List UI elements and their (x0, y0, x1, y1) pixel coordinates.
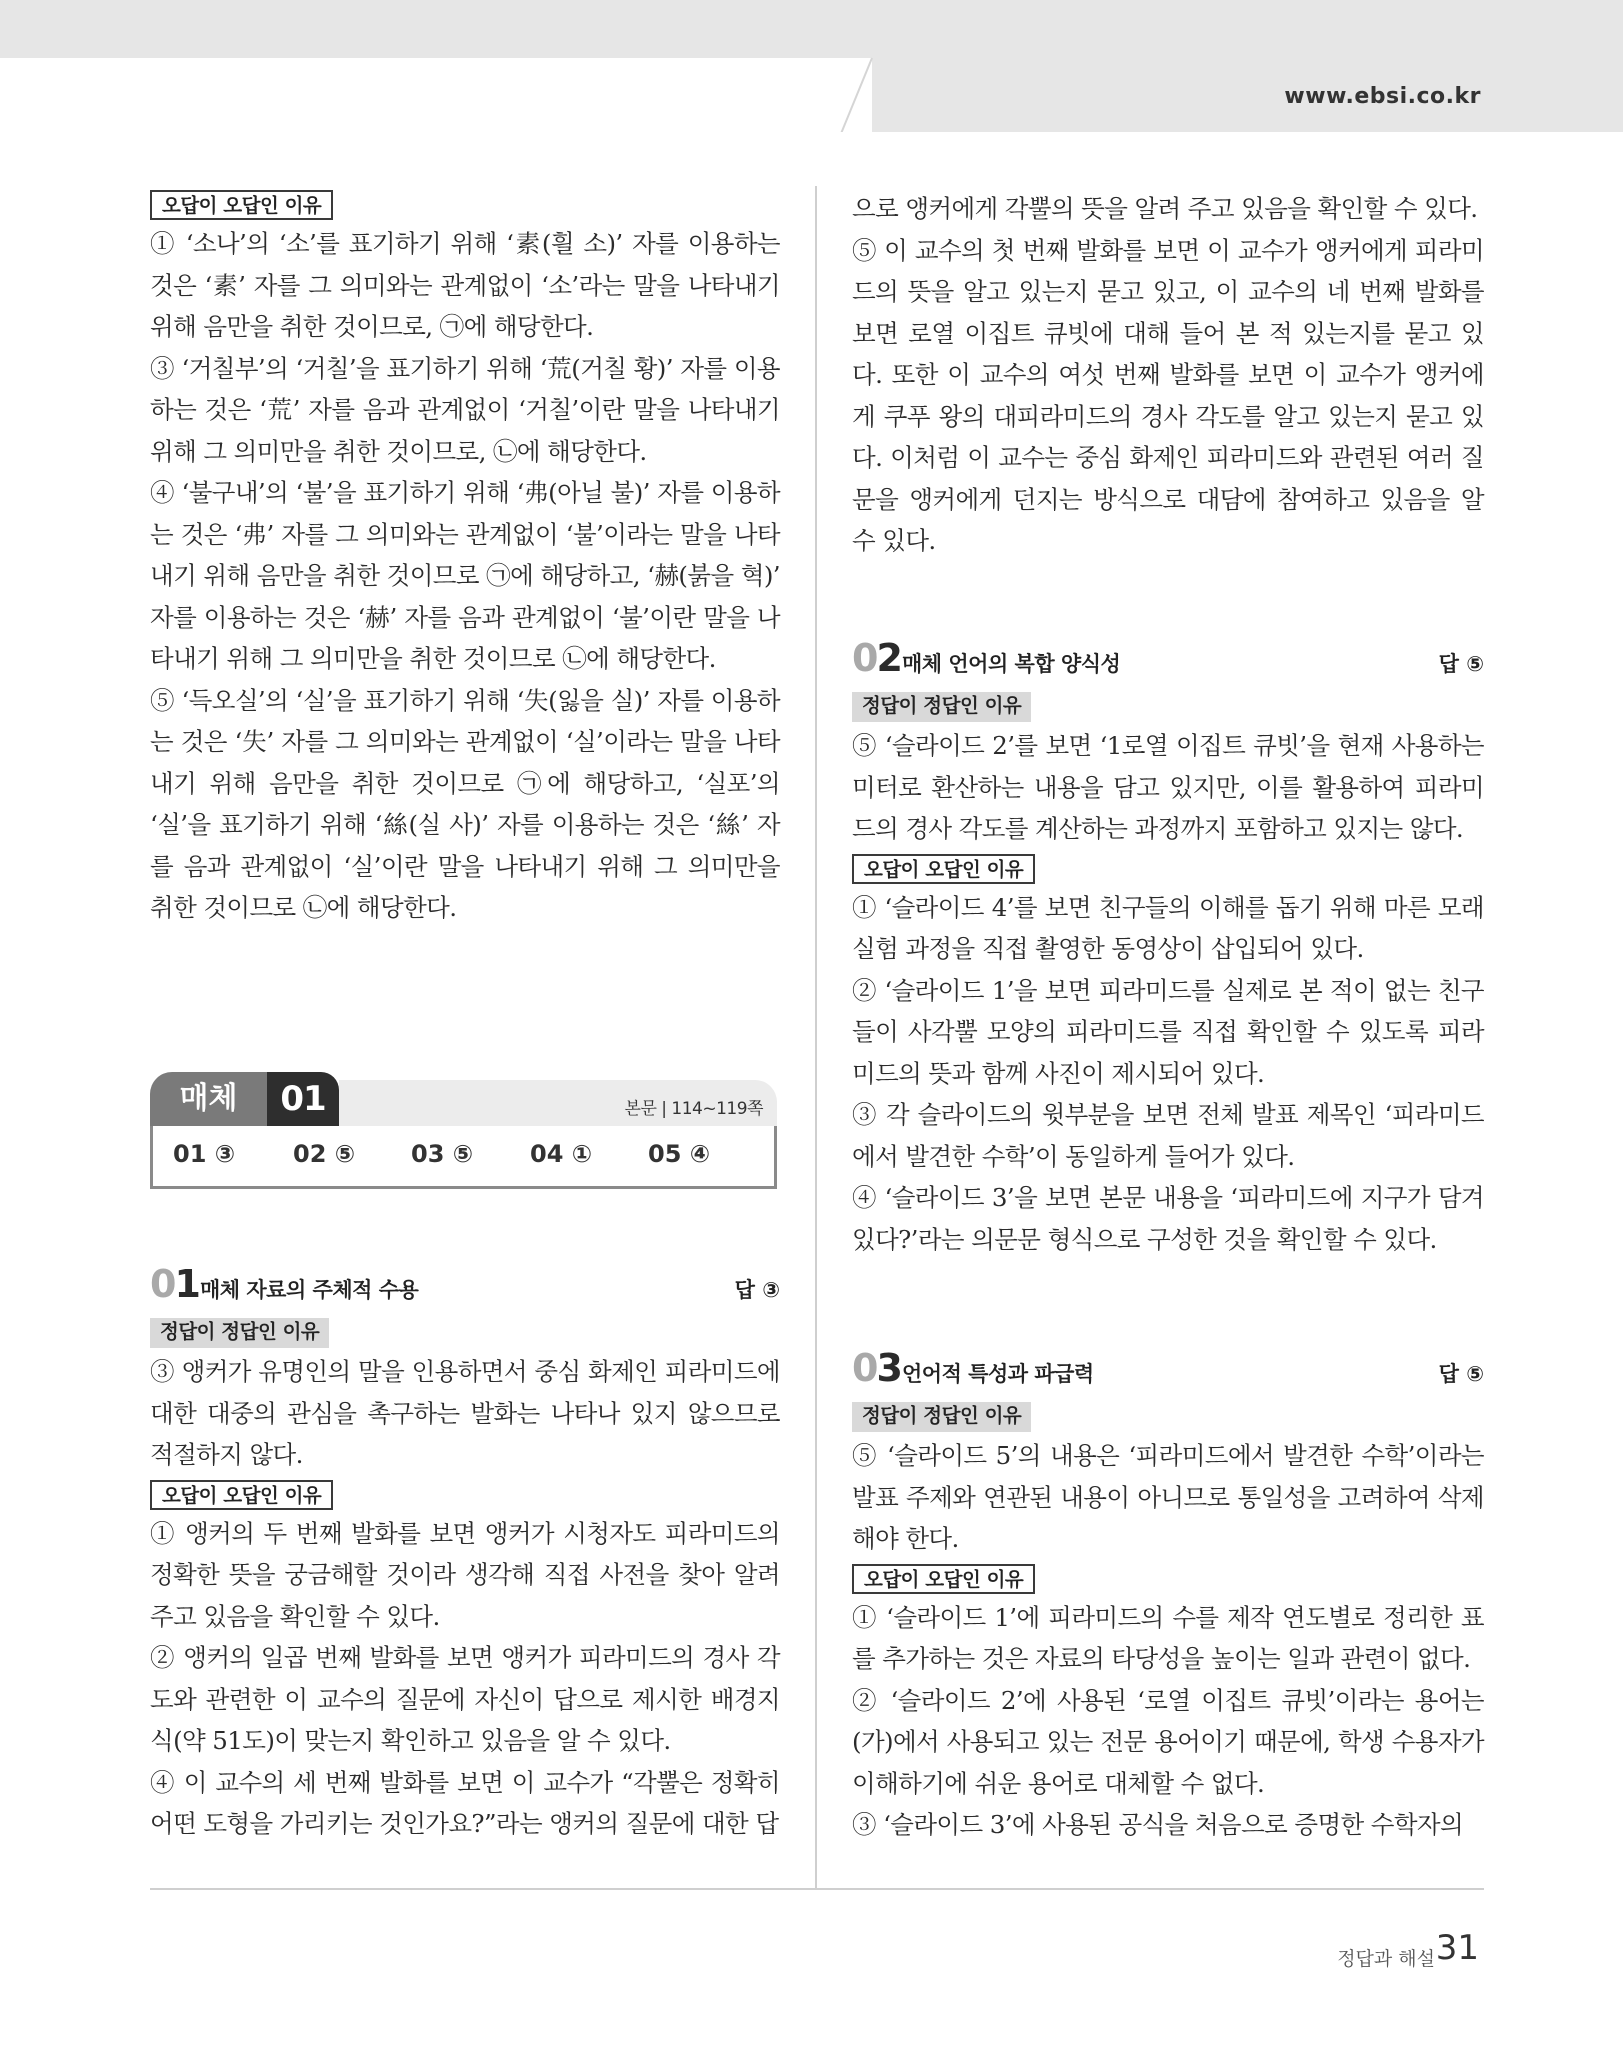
explanation-paragraph: ② ‘슬라이드 1’을 보면 피라미드를 실제로 본 적이 없는 친구들이 사각뿔 모양의 피라미드를 직접 확인할 수 있도록 피라미드의 뜻과 함께 사진이 제시되어 있다. (852, 975, 1484, 1088)
explanation-paragraph: ④ 이 교수의 세 번째 발화를 보면 이 교수가 “각뿔은 정확히 어떤 도형을 가리키는 것인가요?”라는 앵커의 질문에 대한 답 (150, 1767, 780, 1838)
wrong-answer-tag: 오답이 오답인 이유 (150, 190, 333, 220)
explanation-paragraph: ③ 앵커가 유명인의 말을 인용하면서 중심 화제인 피라미드에 대한 대중의 관심을 촉구하는 발화는 나타나 있지 않으므로 적절하지 않다. (150, 1357, 780, 1469)
wrong-answer-tag: 오답이 오답인 이유 (852, 1564, 1035, 1594)
media-label-tab: 매체 (150, 1072, 267, 1126)
right-column (852, 186, 1484, 562)
question-header (852, 632, 1484, 688)
answer-key-item: 03 ⑤ (411, 1140, 474, 1168)
site-url[interactable]: www.ebsi.co.kr (1284, 84, 1481, 109)
correct-answer-tag: 정답이 정답인 이유 (150, 1318, 329, 1348)
answer-key-item: 05 ④ (648, 1140, 711, 1168)
explanation-paragraph: ③ ‘거칠부’의 ‘거칠’을 표기하기 위해 ‘荒(거칠 황)’ 자를 이용하는 것은 ‘荒’ 자를 음과 관계없이 ‘거칠’이란 말을 나타내기 위해 그 의미만을 취한 것이므로, ㉡에 해당한다. (150, 353, 780, 466)
explanation-paragraph: ① ‘소나’의 ‘소’를 표기하기 위해 ‘素(흴 소)’ 자를 이용하는 것은 ‘素’ 자를 그 의미와는 관계없이 ‘소’라는 말을 나타내기 위해 음만을 취한 것이므로, ㉠에 해당한다. (150, 229, 780, 341)
wrong-answer-tag: 오답이 오답인 이유 (150, 1480, 333, 1510)
question-number: 02 (852, 636, 901, 680)
explanation-paragraph: ⑤ ‘슬라이드 2’를 보면 ‘1로열 이집트 큐빗’을 현재 사용하는 미터로 환산하는 내용을 담고 있지만, 이를 활용하여 피라미드의 경사 각도를 계산하는 과정까지 포함하고 있지는 않다. (852, 731, 1484, 843)
explanation-paragraph: ② 앵커의 일곱 번째 발화를 보면 앵커가 피라미드의 경사 각도와 관련한 이 교수의 질문에 자신이 답으로 제시한 배경지식(약 51도)이 맞는지 확인하고 있음을 알 수 있다. (150, 1643, 780, 1755)
explanation-paragraph: ② ‘슬라이드 2’에 사용된 ‘로열 이집트 큐빗’이라는 용어는 (가)에서 사용되고 있는 전문 용어이기 때문에, 학생 수용자가 이해하기에 쉬운 용어로 대체할 수 없다. (852, 1685, 1484, 1798)
answer-key-item: 01 ③ (173, 1140, 236, 1168)
question-answer: 답 ⑤ (1438, 1362, 1484, 1386)
explanation-paragraph: ③ ‘슬라이드 3’에 사용된 공식을 처음으로 증명한 수학자의 (852, 1810, 1464, 1839)
question-title: 언어적 특성과 파급력 (902, 1362, 1094, 1386)
question-number: 03 (852, 1346, 901, 1390)
answer-key-item: 02 ⑤ (293, 1140, 356, 1168)
question-header (852, 1342, 1484, 1398)
explanation-paragraph: ⑤ ‘슬라이드 5’의 내용은 ‘피라미드에서 발견한 수학’이라는 발표 주제와 연관된 내용이 아니므로 통일성을 고려하여 삭제해야 한다. (852, 1441, 1484, 1553)
media-number-tab: 01 (267, 1072, 339, 1126)
explanation-paragraph: ⑤ 이 교수의 첫 번째 발화를 보면 이 교수가 앵커에게 피라미드의 뜻을 알고 있는지 묻고 있고, 이 교수의 네 번째 발화를 보면 로열 이집트 큐빗에 대해 들어 본 적 있는지를 묻고 있다. 또한 이 교수의 여섯 번째 발화를 보면 이 교수가 앵커에게 쿠푸 왕의 대피라미드의 경사 각도를 알고 있는지 묻고 있다. 이처럼 이 교수는 중심 화제인 피라미드와 관련된 여러 질문을 앵커에게 던지는 방식으로 대담에 참여하고 있음을 알 수 있다. (852, 235, 1484, 555)
question-03-section (852, 1342, 1484, 1846)
question-number: 01 (150, 1262, 199, 1306)
answer-key-row (150, 1126, 777, 1189)
explanation-paragraph: ① 앵커의 두 번째 발화를 보면 앵커가 시청자도 피라미드의 정확한 뜻을 궁금해할 것이라 생각해 직접 사전을 찾아 알려 주고 있음을 확인할 수 있다. (150, 1518, 780, 1631)
explanation-paragraph: 으로 앵커에게 각뿔의 뜻을 알려 주고 있음을 확인할 수 있다. (852, 194, 1478, 223)
wrong-answer-tag: 오답이 오답인 이유 (852, 854, 1035, 884)
explanation-paragraph: ④ ‘불구내’의 ‘불’을 표기하기 위해 ‘弗(아닐 불)’ 자를 이용하는 것은 ‘弗’ 자를 그 의미와는 관계없이 ‘불’이라는 말을 나타내기 위해 음만을 취한 것이므로 ㉠에 해당하고, ‘赫(붉을 혁)’ 자를 이용하는 것은 ‘赫’ 자를 음과 관계없이 ‘불’이란 말을 나타내기 위해 그 의미만을 취한 것이므로 ㉡에 해당한다. (150, 478, 780, 673)
answer-key-item: 04 ① (530, 1140, 593, 1168)
explanation-paragraph: ④ ‘슬라이드 3’을 보면 본문 내용을 ‘피라미드에 지구가 담겨 있다?’라는 의문문 형식으로 구성한 것을 확인할 수 있다. (852, 1183, 1484, 1254)
question-answer: 답 ⑤ (1438, 652, 1484, 676)
question-02-section (852, 632, 1484, 1260)
media-header-strip (339, 1080, 777, 1126)
left-column (150, 186, 780, 929)
question-title: 매체 언어의 복합 양식성 (902, 652, 1121, 676)
explanation-paragraph: ① ‘슬라이드 4’를 보면 친구들의 이해를 돕기 위해 마른 모래 실험 과정을 직접 촬영한 동영상이 삽입되어 있다. (852, 892, 1484, 963)
explanation-paragraph: ① ‘슬라이드 1’에 피라미드의 수를 제작 연도별로 정리한 표를 추가하는 것은 자료의 타당성을 높이는 일과 관련이 없다. (852, 1602, 1484, 1673)
footer-rule (150, 1888, 1484, 1890)
media-answer-box (150, 1072, 777, 1189)
question-header (150, 1258, 780, 1314)
correct-answer-tag: 정답이 정답인 이유 (852, 1402, 1031, 1432)
explanation-paragraph: ⑤ ‘득오실’의 ‘실’을 표기하기 위해 ‘失(잃을 실)’ 자를 이용하는 것은 ‘失’ 자를 그 의미와는 관계없이 ‘실’이라는 말을 나타내기 위해 음만을 취한 것이므로 ㉠에 해당하고, ‘실포’의 ‘실’을 표기하기 위해 ‘絲(실 사)’ 자를 이용하는 것은 ‘絲’ 자를 음과 관계없이 ‘실’이란 말을 나타내기 위해 그 의미만을 취한 것이므로 ㉡에 해당한다. (150, 685, 780, 922)
footer-label: 정답과 해설 (1337, 1948, 1435, 1970)
correct-answer-tag: 정답이 정답인 이유 (852, 692, 1031, 722)
explanation-paragraph: ③ 각 슬라이드의 윗부분을 보면 전체 발표 제목인 ‘피라미드에서 발견한 수학’이 동일하게 들어가 있다. (852, 1100, 1484, 1171)
page-number: 31 (1435, 1928, 1479, 1968)
question-01-section (150, 1258, 780, 1845)
header-band (0, 0, 1623, 132)
question-answer: 답 ③ (734, 1278, 780, 1302)
page-reference: 본문 | 114~119쪽 (624, 1099, 763, 1119)
question-title: 매체 자료의 주체적 수용 (200, 1278, 419, 1302)
